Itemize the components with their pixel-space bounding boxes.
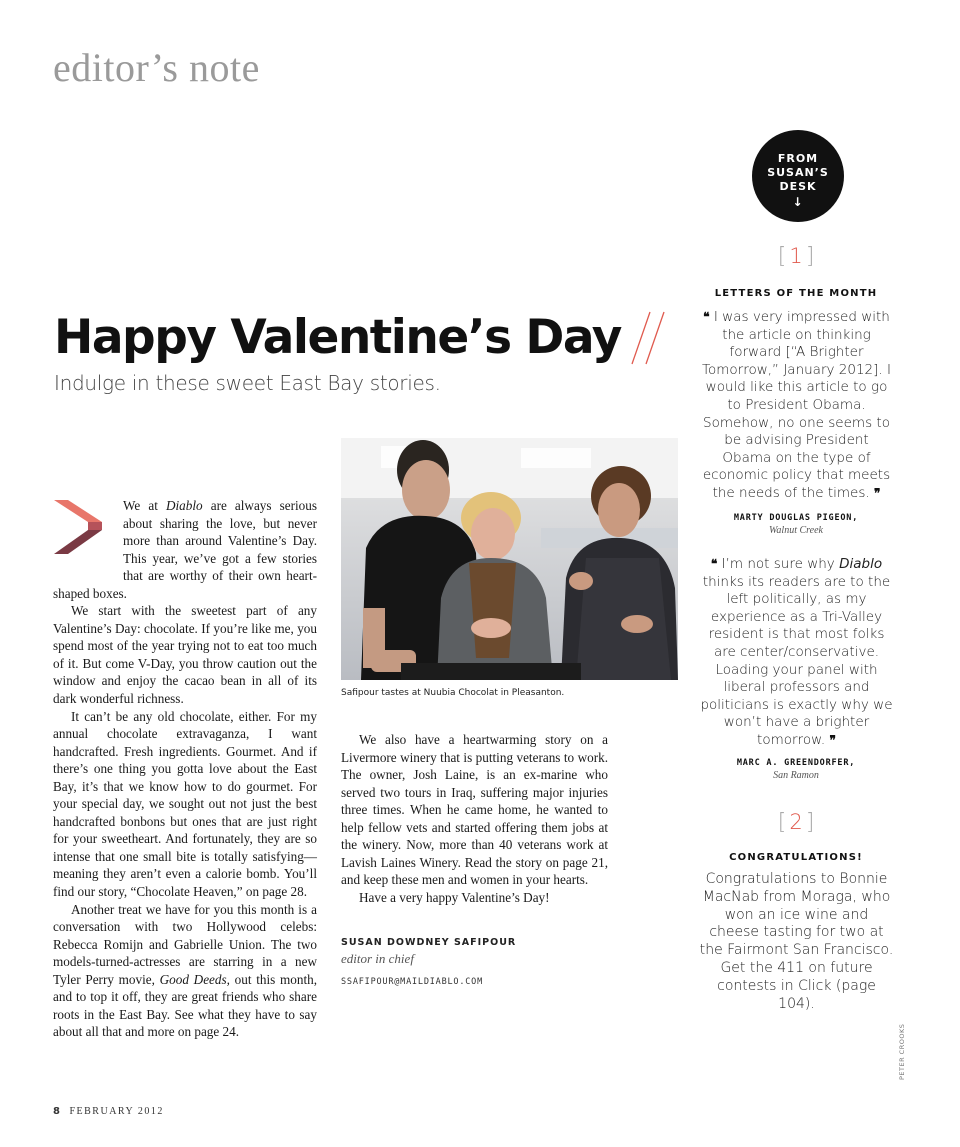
congratulations-text: Congratulations to Bonnie MacNab from Moraga, who won an ice wine and cheese tasting for two at the Fairmont San Francisco. Get the 411 on future contests in Click (page 104). — [699, 871, 894, 1012]
signature-title: editor in chief — [341, 951, 414, 966]
page-folio — [53, 1106, 164, 1117]
article-column-2 — [341, 731, 608, 906]
issue-date: FEBRUARY 2012 — [69, 1106, 164, 1117]
badge-line-1: FROM — [777, 152, 819, 165]
article-paragraph: Another treat we have for you this month is a conversation with two Hollywood celebs: Rebecca Romijn and Gabrielle Union. The two models-turned-actresses are starring in a new Tyler Perry movie, Good Deeds, out this month, and to top it off, they are great friends who share roots in the East Bay. See what they have to say about all that and more on page 24. — [53, 901, 317, 1040]
signature-name: SUSAN DOWDNEY SAFIPOUR — [341, 937, 517, 948]
article-paragraph: We also have a heartwarming story on a Livermore winery that is putting veterans to work. The owner, Josh Laine, is an ex-marine who served two tours in Iraq, suffering major injuries three times. When he came home, he wanted to help fellow vets and started offering them jobs at the winery. Now, more than 40 veterans work at Lavish Laines Winery. Read the story on page 21, and keep these men and women in your hearts. — [341, 732, 608, 888]
badge-line-2: SUSAN’S — [767, 166, 829, 179]
congratulations-heading: CONGRATULATIONS! — [729, 852, 863, 863]
article-photo — [341, 438, 678, 680]
section-title: editor’s note — [53, 45, 260, 90]
letter-1-author: MARTY DOUGLAS PIGEON, — [733, 513, 859, 523]
headline: Happy Valentine’s Day — [54, 310, 621, 365]
article-paragraph: We start with the sweetest part of any Valentine’s Day: chocolate. If you’re like me, you spend most of the year trying not to eat too much of it. But come V-Day, you throw caution out the window and enjoy the cacao bean in all of its dark wonderful richness. — [53, 603, 317, 707]
badge-line-3: DESK — [779, 180, 817, 193]
double-slash-ornament — [628, 310, 668, 366]
close-quote-icon: ❞ — [873, 485, 881, 500]
sidebar-number-1: [ 1 ] — [777, 244, 815, 269]
close-quote-icon: ❞ — [829, 732, 836, 747]
magazine-name: Diablo — [165, 498, 203, 513]
movie-title: Good Deeds, — [159, 971, 230, 987]
arrow-down-icon: ↓ — [792, 195, 804, 209]
letter-2-text: ❝ I’m not sure why Diablo thinks its readers are to the left politically, as my experience as a Tri-Valley resident is that most folks are center/conservative. Loading your panel with liberal professors and politicians is exactly why we won’t have a brighter tomorrow. ❞ — [700, 556, 893, 748]
letters-heading: LETTERS OF THE MONTH — [714, 288, 878, 299]
article-column-1 — [53, 497, 317, 1041]
article-paragraph: It can’t be any old chocolate, either. For my annual chocolate extravaganza, I want handcrafted. Fresh ingredients. Gourmet. And if there’s one thing you gotta love about the East Bay, it’s that we know how to do gourmet. For your special day, we sought out not just the best handcrafted bonbons but ones that are just right for your sweetheart. And fortunately, they are so intense that one small bite is totally satisfying—meaning they aren’t even a calorie bomb. You’ll find our story, “Chocolate Heaven,” on page 28. — [53, 708, 317, 900]
article-paragraph: We at Diablo are always serious about sharing the love, but never more than around Valentine’s Day. This year, we’ve got a few stories that are worthy of their own heart-shaped boxes. — [53, 498, 317, 601]
sidebar-number-2: [ 2 ] — [777, 810, 815, 835]
letter-1-place: Walnut Creek — [769, 525, 823, 536]
deck: Indulge in these sweet East Bay stories. — [54, 371, 441, 395]
letter-2-place: San Ramon — [773, 770, 819, 781]
article-paragraph: Have a very happy Valentine’s Day! — [359, 889, 550, 905]
photo-credit: PETER CROOKS — [898, 1023, 906, 1080]
magazine-name: Diablo — [839, 556, 883, 572]
letter-2-author: MARC A. GREENDORFER, — [736, 758, 856, 768]
from-susans-desk-badge — [752, 130, 844, 222]
open-quote-icon: ❝ — [703, 310, 710, 324]
open-quote-icon: ❝ — [710, 557, 718, 571]
signature-email-link[interactable]: SSAFIPOUR@MAILDIABLO.COM — [341, 977, 484, 987]
page-number: 8 — [53, 1106, 62, 1117]
photo-caption: Safipour tastes at Nuubia Chocolat in Pleasanton. — [341, 688, 565, 698]
letter-1-text: ❝ I was very impressed with the article on thinking forward [“A Brighter Tomorrow,” January 2012]. I would like this article to go to President Obama. Somehow, no one seems to be advising President Obama on the type of economic policy that meets the needs of the times. ❞ — [702, 309, 891, 501]
